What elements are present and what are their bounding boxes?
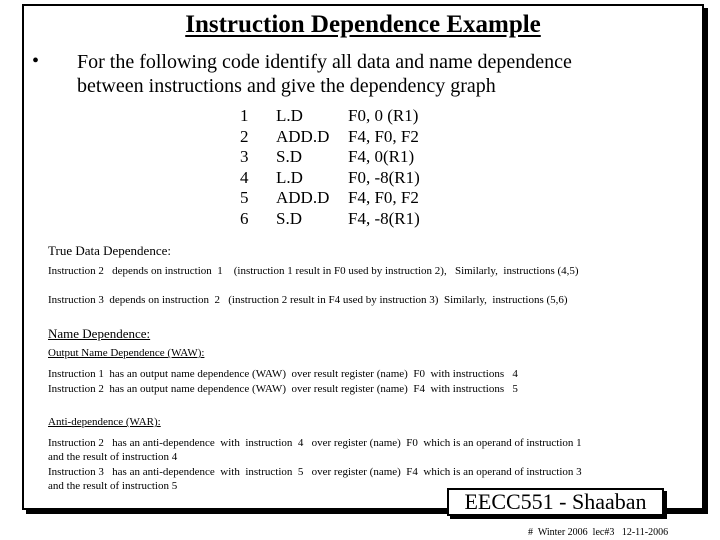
true-dependence-heading: True Data Dependence: xyxy=(48,243,171,258)
bullet-symbol: • xyxy=(32,50,40,72)
code-row xyxy=(240,106,468,127)
output-dependence-heading: Output Name Dependence (WAW): xyxy=(48,347,205,359)
opcode: ADD.D xyxy=(276,188,330,207)
anti-dependence-heading: Anti-dependence (WAR): xyxy=(48,416,161,428)
operands: F0, -8(R1) xyxy=(348,167,420,187)
true-dependence-line-2: Instruction 3 depends on instruction 2 (instruction 2 result in F4 used by instruction 3) Similarly, instructions (5,6) xyxy=(48,294,568,306)
anti-dependence-line-4: and the result of instruction 5 xyxy=(48,480,178,492)
opcode: ADD.D xyxy=(276,126,330,146)
code-listing xyxy=(240,106,468,229)
operands: F4, -8(R1) xyxy=(348,208,420,228)
line-number: 6 xyxy=(240,208,249,228)
line-number: 4 xyxy=(240,167,249,187)
slide-frame xyxy=(22,4,704,510)
course-brand: EECC551 - Shaaban xyxy=(447,488,664,516)
bullet-text xyxy=(77,50,687,98)
code-row xyxy=(240,168,468,189)
anti-dependence-line-2: and the result of instruction 4 xyxy=(48,451,178,463)
line-number: 1 xyxy=(240,106,249,125)
slide-footer: # Winter 2006 lec#3 12-11-2006 xyxy=(528,527,669,538)
code-row xyxy=(240,209,468,230)
code-row xyxy=(240,188,468,209)
code-row xyxy=(240,147,468,168)
line-number: 3 xyxy=(240,147,249,166)
name-dependence-heading: Name Dependence: xyxy=(48,326,151,341)
output-dependence-line-2: Instruction 2 has an output name dependence (WAW) over result register (name) F4 with instructions 5 xyxy=(48,383,518,395)
operands: F0, 0 (R1) xyxy=(348,106,419,125)
true-dependence-line-1: Instruction 2 depends on instruction 1 (instruction 1 result in F0 used by instruction 2), Similarly, instructions (4,5) xyxy=(48,265,579,277)
line-number: 2 xyxy=(240,126,249,146)
opcode: S.D xyxy=(276,147,302,166)
operands: F4, F0, F2 xyxy=(348,188,419,207)
operands: F4, 0(R1) xyxy=(348,147,415,166)
opcode: S.D xyxy=(276,208,302,228)
operands: F4, F0, F2 xyxy=(348,126,419,146)
opcode: L.D xyxy=(276,167,303,187)
code-row xyxy=(240,127,468,148)
bullet-line-1: For the following code identify all data and name dependence xyxy=(77,51,572,73)
slide-title: Instruction Dependence Example xyxy=(185,11,541,38)
opcode: L.D xyxy=(276,106,303,125)
output-dependence-line-1: Instruction 1 has an output name dependence (WAW) over result register (name) F0 with instructions 4 xyxy=(48,368,518,380)
anti-dependence-line-1: Instruction 2 has an anti-dependence with instruction 4 over register (name) F0 which is an operand of instruction 1 xyxy=(48,437,582,449)
line-number: 5 xyxy=(240,188,249,207)
bullet-line-2: between instructions and give the dependency graph xyxy=(77,75,496,97)
anti-dependence-line-3: Instruction 3 has an anti-dependence with instruction 5 over register (name) F4 which is an operand of instruction 3 xyxy=(48,466,582,478)
